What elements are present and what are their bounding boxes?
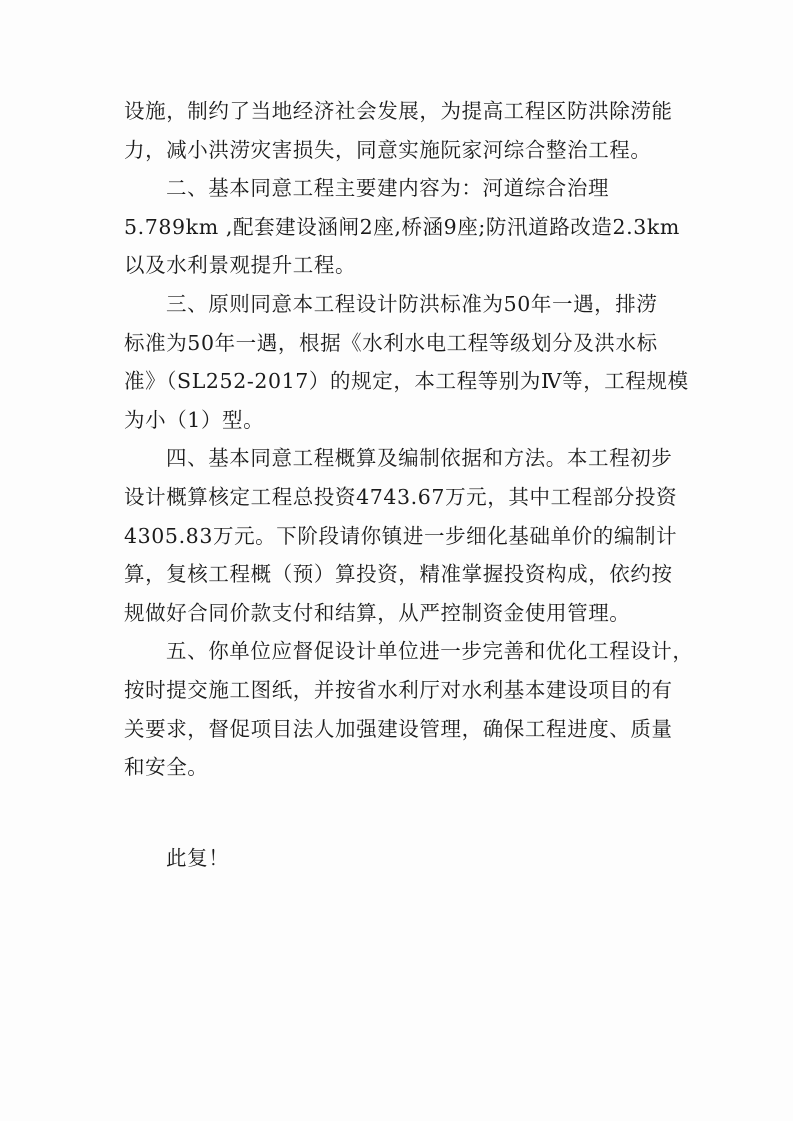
paragraph-line: 关要求，督促项目法人加强建设管理，确保工程进度、质量: [124, 716, 673, 741]
paragraph-two: [124, 169, 684, 285]
paragraph-line: 五、你单位应督促设计单位进一步完善和优化工程设计，: [166, 639, 694, 664]
paragraph-line: 5.789km ,配套建设涵闸2座,桥涵9座;防汛道路改造2.3km: [124, 214, 680, 239]
paragraph-line: 标准为50年一遇，根据《水利水电工程等级划分及洪水标: [124, 330, 658, 355]
paragraph-line: 四、基本同意工程概算及编制依据和方法。本工程初步: [166, 446, 673, 471]
paragraph-line: 4305.83万元。下阶段请你镇进一步细化基础单价的编制计: [124, 523, 678, 548]
closing-remark: 此复！: [166, 846, 230, 871]
document-body: [124, 92, 694, 878]
paragraph-line: 规做好合同价款支付和结算，从严控制资金使用管理。: [124, 600, 631, 625]
paragraph-continuation: [124, 92, 684, 169]
paragraph-three: [124, 285, 689, 439]
blank-line: [124, 787, 684, 826]
paragraph-line: 三、原则同意本工程设计防洪标准为50年一遇，排涝: [166, 291, 658, 316]
paragraph-line: 为小（1）型。: [124, 407, 265, 432]
paragraph-four: [124, 439, 684, 632]
paragraph-line: 准》（SL252-2017）的规定，本工程等别为Ⅳ等，工程规模: [124, 369, 689, 394]
paragraph-line: 二、基本同意工程主要建内容为：河道综合治理: [166, 176, 610, 201]
paragraph-line: 设计概算核定工程总投资4743.67万元，其中工程部分投资: [124, 484, 678, 509]
paragraph-line: 力，减小洪涝灾害损失，同意实施阮家河综合整治工程。: [124, 137, 652, 162]
paragraph-line: 设施，制约了当地经济社会发展，为提高工程区防洪除涝能: [124, 99, 673, 123]
paragraph-line: 以及水利景观提升工程。: [124, 253, 357, 278]
paragraph-line: 算，复核工程概（预）算投资，精准掌握投资构成，依约按: [124, 562, 673, 587]
paragraph-line: 和安全。: [124, 755, 209, 780]
paragraph-line: 按时提交施工图纸，并按省水利厅对水利基本建设项目的有: [124, 677, 673, 702]
paragraph-five: [124, 632, 694, 786]
